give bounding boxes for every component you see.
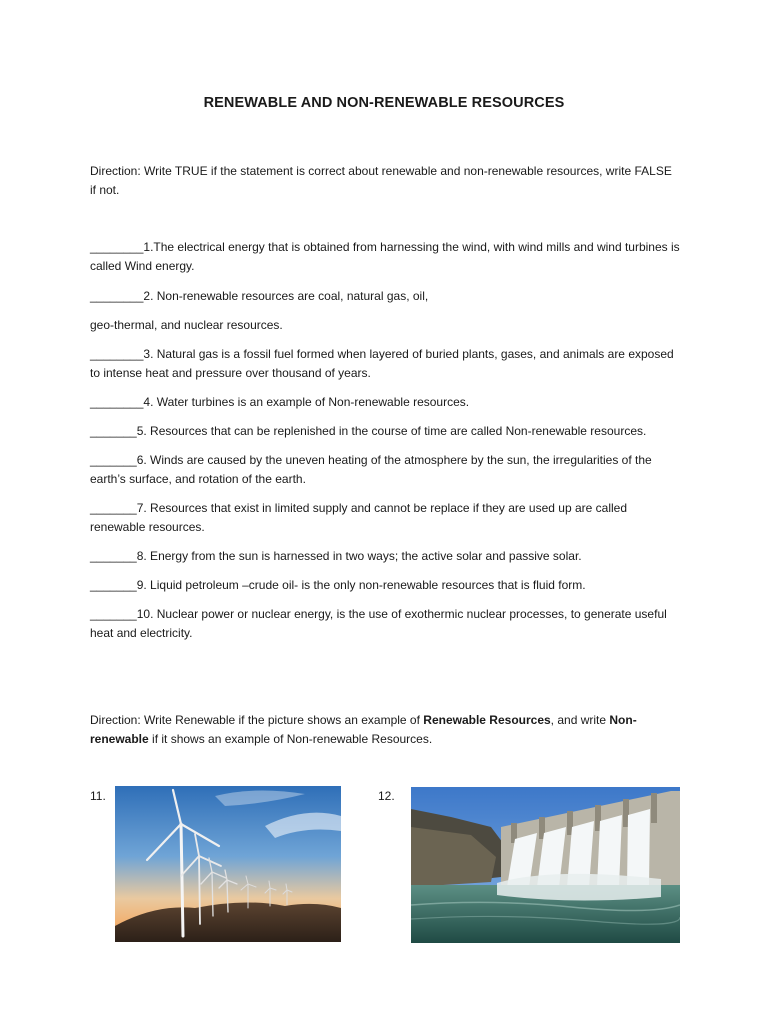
question-3: ________3. Natural gas is a fossil fuel formed when layered of buried plants, gases, and animals are exposed to intense heat and pressure over thousand of years. bbox=[90, 347, 674, 380]
question-5: _______5. Resources that can be replenished in the course of time are called Non-renewable resources. bbox=[90, 424, 647, 438]
page-title: RENEWABLE AND NON-RENEWABLE RESOURCES bbox=[203, 95, 565, 111]
question-2-continuation: geo-thermal, and nuclear resources. bbox=[90, 318, 283, 332]
direction-picture-part1: Direction: Write Renewable if the picture shows an example of bbox=[90, 713, 424, 727]
direction-picture-bold-renewable: Renewable Resources bbox=[423, 713, 551, 727]
question-10: _______10. Nuclear power or nuclear energy, is the use of exothermic nuclear processes, to generate useful heat and electricity. bbox=[90, 607, 667, 640]
direction-picture-part2: , and write bbox=[550, 713, 610, 727]
picture-number-11: 11. bbox=[90, 789, 106, 803]
picture-number-12: 12. bbox=[378, 789, 395, 803]
hydroelectric-dam-photo bbox=[411, 787, 680, 943]
question-1: ________1.The electrical energy that is obtained from harnessing the wind, with wind mills and wind turbines is called Wind energy. bbox=[90, 240, 680, 273]
question-4: ________4. Water turbines is an example of Non-renewable resources. bbox=[90, 395, 470, 409]
direction-picture-bold-nonrenewable: Non-renewable bbox=[90, 713, 637, 746]
direction-true-false: Direction: Write TRUE if the statement is correct about renewable and non-renewable resources, write FALSE if not. bbox=[90, 164, 672, 197]
direction-picture bbox=[90, 711, 680, 748]
question-8: _______8. Energy from the sun is harnessed in two ways; the active solar and passive solar. bbox=[90, 549, 582, 563]
direction-picture-part3: if it shows an example of Non-renewable Resources. bbox=[148, 731, 433, 746]
question-9: _______9. Liquid petroleum –crude oil- is the only non-renewable resources that is fluid form. bbox=[90, 578, 586, 592]
wind-turbines-photo bbox=[115, 786, 341, 942]
question-7: _______7. Resources that exist in limited supply and cannot be replace if they are used up are called renewable resources. bbox=[90, 501, 627, 534]
question-2: ________2. Non-renewable resources are coal, natural gas, oil, bbox=[90, 289, 429, 303]
question-6: _______6. Winds are caused by the uneven heating of the atmosphere by the sun, the irregularities of the earth’s surface, and rotation of the earth. bbox=[90, 453, 652, 486]
